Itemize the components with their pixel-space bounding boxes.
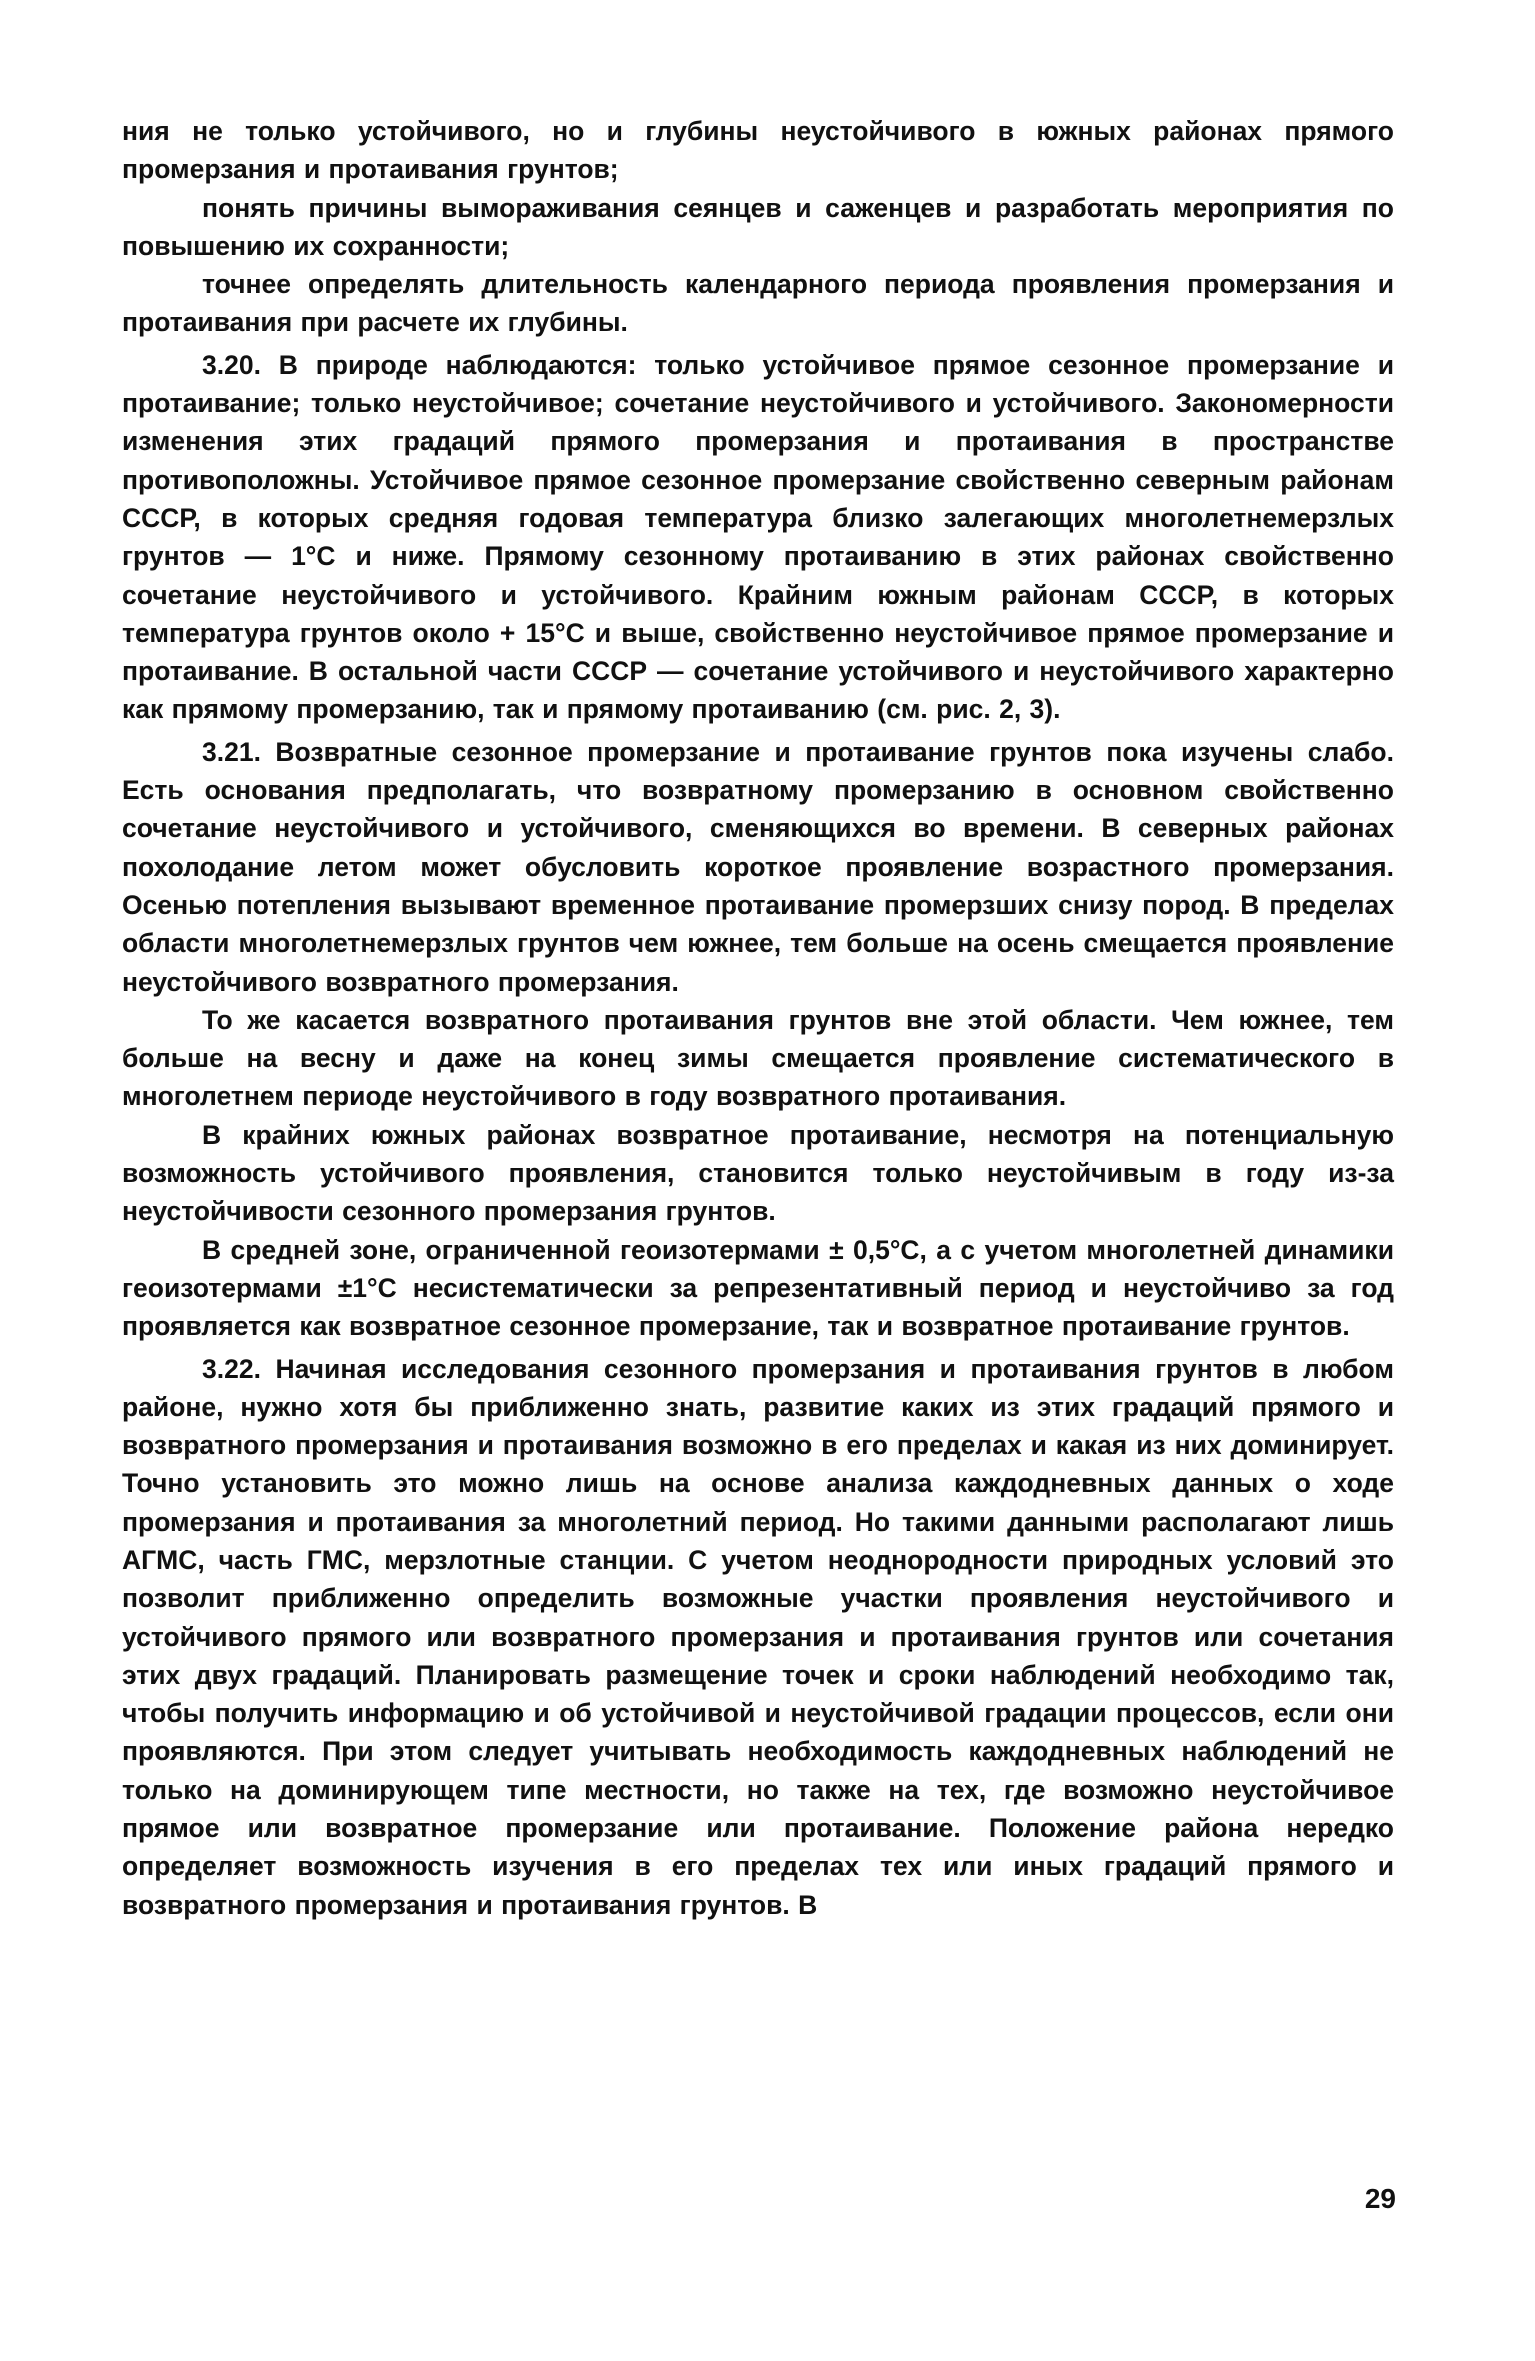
paragraph-continued: ния не только устойчивого, но и глубины неустойчивого в южных районах прямого промерзания и протаивания грунтов; [122,116,1394,185]
paragraph: В средней зоне, ограниченной геоизотермами ± 0,5°С, а с учетом многолетней динамики геоизотермами ±1°С несистематически за репрезентативный период и неустойчиво за год проявляется как возвратное сезонное промерзание, так и возвратное протаивание грунтов. [122,1234,1394,1342]
paragraph-section-3-21: 3.21. Возвратные сезонное промерзание и протаивание грунтов пока изучены слабо. Есть основания предполагать, что возвратному промерзанию в основном свойственно сочетание неустойчивого и устойчивого, сменяющихся во времени. В северных районах похолодание летом может обусловить короткое проявление возрастного промерзания. Осенью потепления вызывают временное протаивание промерзших снизу пород. В пределах области многолетнемерзлых грунтов чем южнее, тем больше на осень смещается проявление неустойчивого возвратного промерзания. [122,736,1394,997]
paragraph: То же касается возвратного протаивания грунтов вне этой области. Чем южнее, тем больше на весну и даже на конец зимы смещается проявление систематического в многолетнем периоде неустойчивого в году возвратного протаивания. [122,1004,1394,1112]
paragraph-list-item: понять причины вымораживания сеянцев и саженцев и разработать мероприятия по повышению их сохранности; [122,192,1394,261]
section-number: 3.21. [202,736,261,767]
text-column [122,112,1394,1924]
paragraph-section-3-22: 3.22. Начиная исследования сезонного промерзания и протаивания грунтов в любом районе, нужно хотя бы приближенно знать, развитие каких из этих градаций прямого и возвратного промерзания и протаивания возможно в его пределах и какая из них доминирует. Точно установить это можно лишь на основе анализа каждодневных данных о ходе промерзания и протаивания за многолетний период. Но такими данными располагают лишь АГМС, часть ГМС, мерзлотные станции. С учетом неоднородности природных условий это позволит приближенно определить возможные участки проявления неустойчивого и устойчивого прямого или возвратного промерзания и протаивания грунтов или сочетания этих двух градаций. Планировать размещение точек и сроки наблюдений необходимо так, чтобы получить информацию и об устойчивой и неустойчивой градации процессов, если они проявляются. При этом следует учитывать необходимость каждодневных наблюдений не только на доминирующем типе местности, но также на тех, где возможно неустойчивое прямое или возвратное промерзание или протаивание. Положение района нередко определяет возможность изучения в его пределах тех или иных градаций прямого и возвратного промерзания и протаивания грунтов. В [122,1353,1394,1920]
section-number: 3.20. [202,349,261,380]
page-number: 29 [1364,2183,1396,2214]
paragraph-list-item: точнее определять длительность календарного периода проявления промерзания и протаивания при расчете их глубины. [122,269,1394,338]
paragraph: В крайних южных районах возвратное протаивание, несмотря на потенциальную возможность устойчивого проявления, становится только неустойчивым в году из-за неустойчивости сезонного промерзания грунтов. [122,1119,1394,1227]
paragraph-section-3-20: 3.20. В природе наблюдаются: только устойчивое прямое сезонное промерзание и протаивание; только неустойчивое; сочетание неустойчивого и устойчивого. Закономерности изменения этих градаций прямого промерзания и протаивания в пространстве противоположны. Устойчивое прямое сезонное промерзание свойственно северным районам СССР, в которых средняя годовая температура близко залегающих многолетнемерзлых грунтов — 1°С и ниже. Прямому сезонному протаиванию в этих районах свойственно сочетание неустойчивого и устойчивого. Крайним южным районам СССР, в которых температура грунтов около + 15°С и выше, свойственно неустойчивое прямое промерзание и протаивание. В остальной части СССР — сочетание устойчивого и неустойчивого характерно как прямому промерзанию, так и прямому протаиванию (см. рис. 2, 3). [122,349,1394,725]
section-number: 3.22. [202,1353,261,1384]
